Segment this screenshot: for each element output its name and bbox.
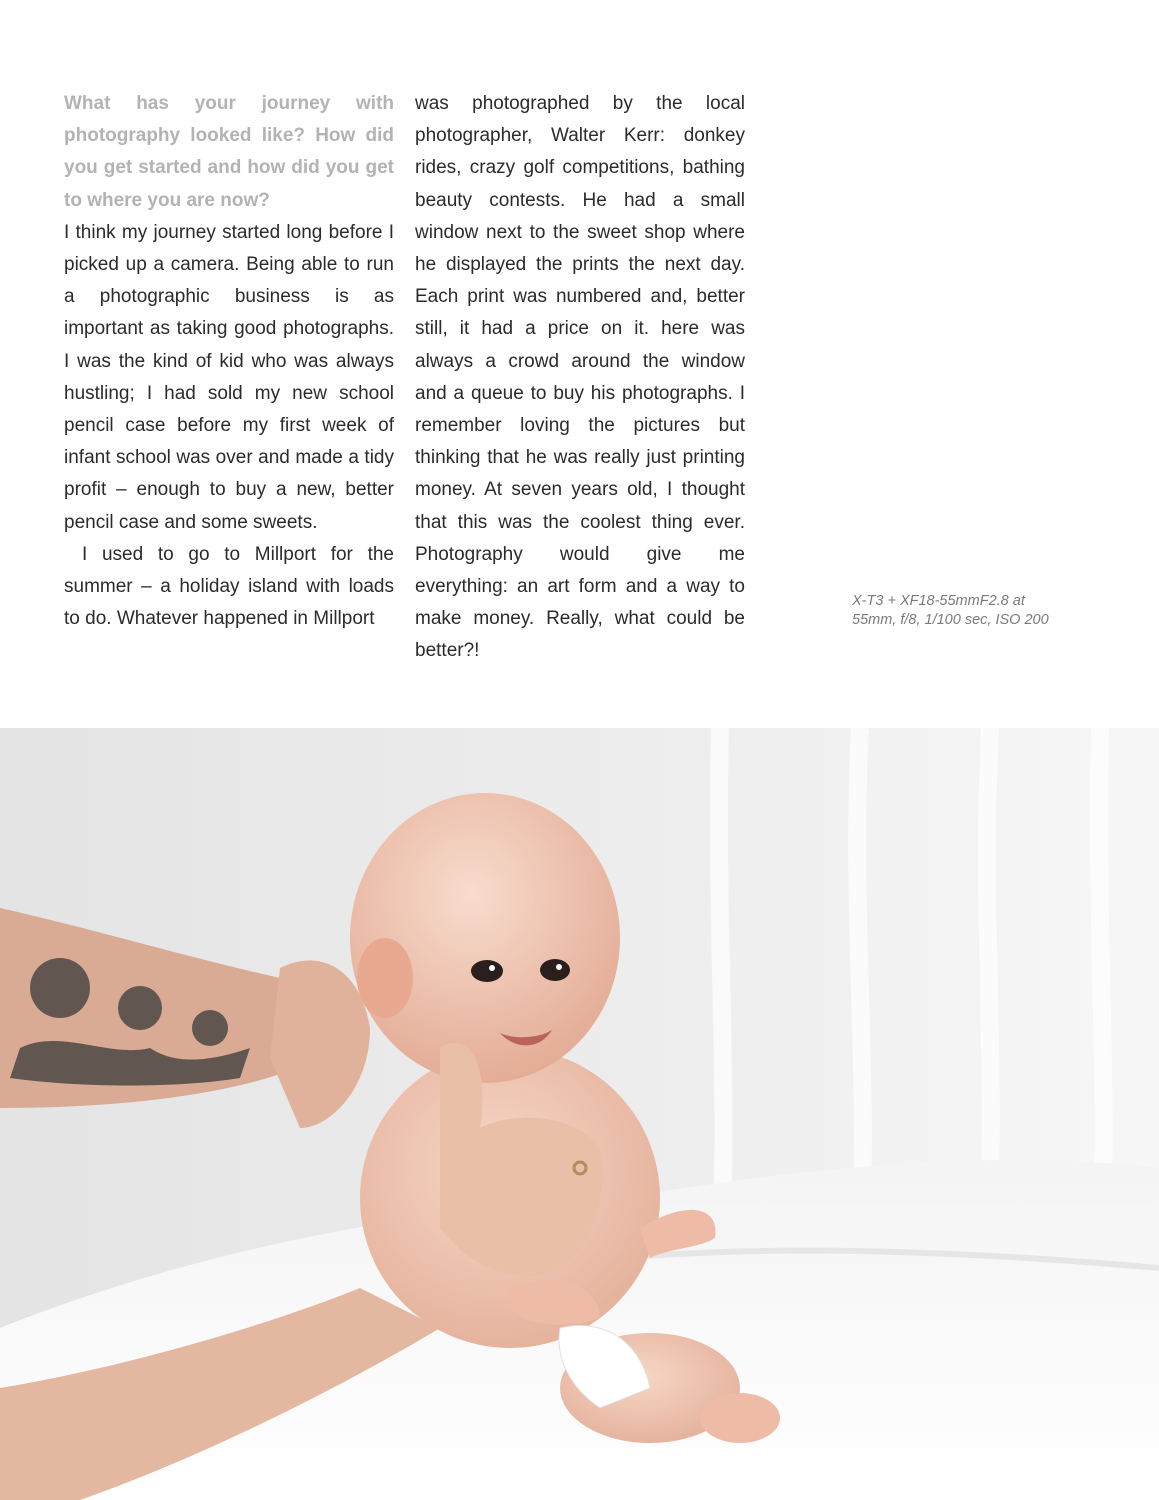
interview-question: What has your journey with photography looked like? How did you get started and how did you get to where you are now? (64, 93, 394, 211)
answer-paragraph-2-continued: was photographed by the local photographer, Walter Kerr: donkey rides, crazy golf competitions, bathing beauty contests. He had a small window next to the sweet shop where he displayed the prints the next day. Each print was numbered and, better still, it had a price on it. here was always a crowd around the window and a queue to buy his photographs. I remember loving the pictures but thinking that he was really just printing money. At seven years old, I thought that this was the coolest thing ever. Photography would give me everything: an art form and a way to make money. Really, what could be better?! (415, 93, 745, 662)
answer-paragraph-1: I think my journey started long before I picked up a camera. Being able to run a photographic business is as important as taking good photographs. I was the kind of kid who was always hustling; I had sold my new school pencil case before my first week of infant school was over and made a tidy profit – enough to buy a new, better pencil case and some sweets. (64, 221, 394, 533)
text-column-left (64, 88, 394, 635)
caption-line-1: X-T3 + XF18-55mmF2.8 at (852, 593, 1025, 609)
answer-paragraph-2-start: I used to go to Millport for the summer – a holiday island with loads to do. Whatever happened in Millport (64, 543, 394, 630)
baby-photo (0, 728, 1159, 1500)
text-column-right (415, 88, 745, 668)
photo-caption (852, 592, 1072, 629)
caption-line-2: 55mm, f/8, 1/100 sec, ISO 200 (852, 611, 1049, 628)
